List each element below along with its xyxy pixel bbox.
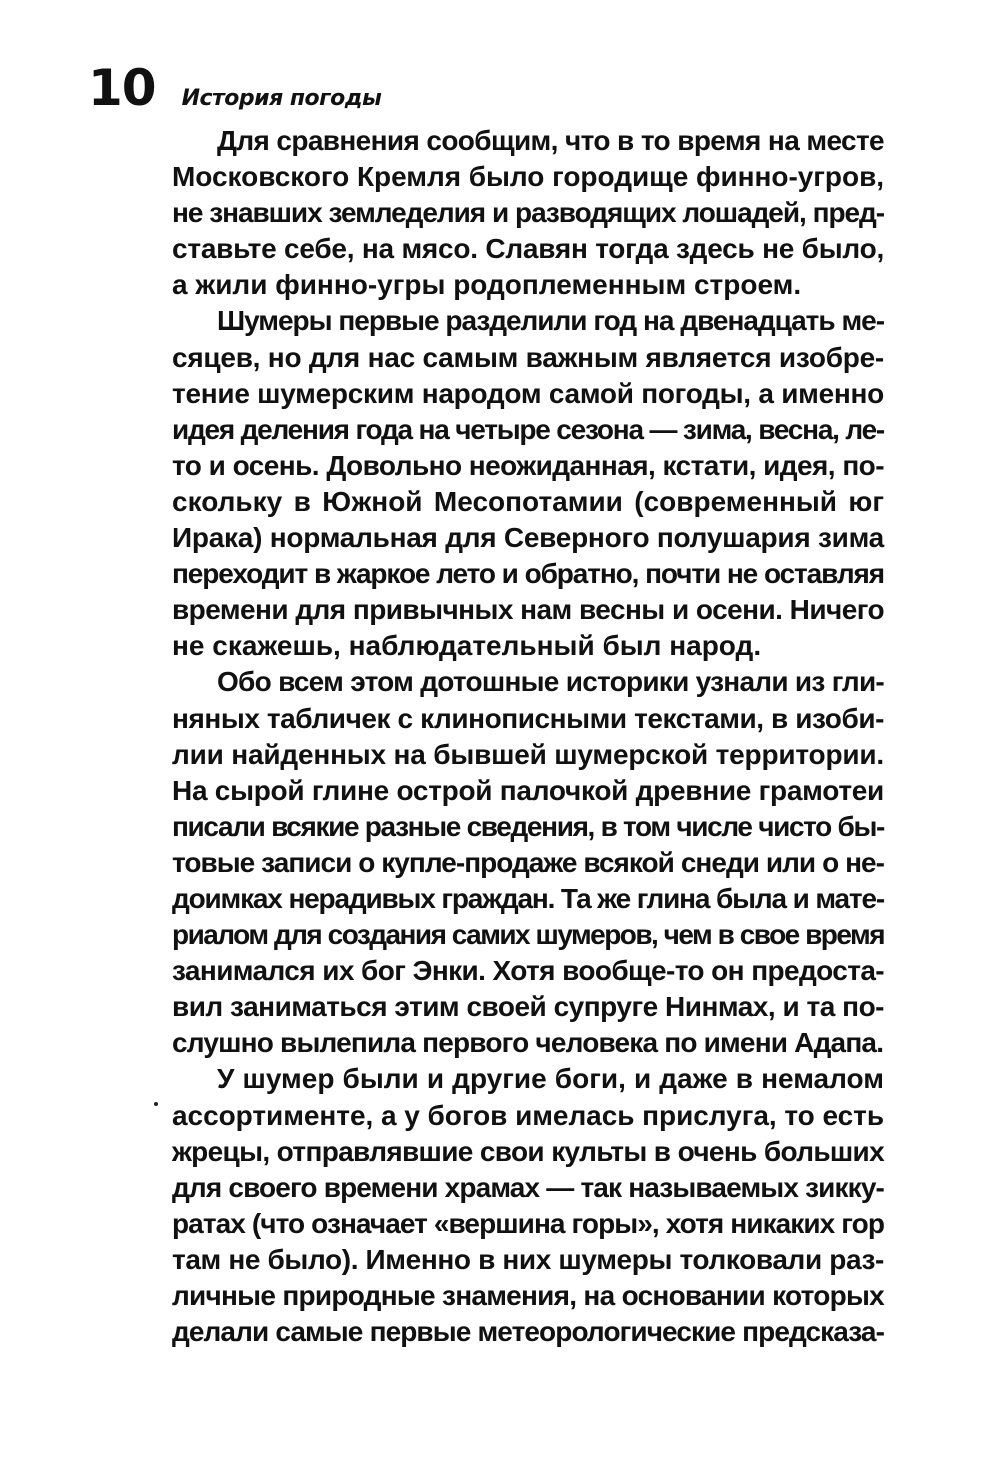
- page-number: 10: [88, 59, 156, 117]
- text-line: ассортименте, а у богов имелась прислуга, то есть: [172, 1099, 884, 1131]
- text-line: идея деления года на четыре сезона — зима, весна, ле-: [172, 413, 884, 445]
- paragraph-3: [172, 664, 884, 1061]
- paragraph-2: [172, 303, 884, 664]
- text-line: ратах (что означает «вершина горы», хотя никаких гор: [172, 1207, 884, 1239]
- text-line: скольку в Южной Месопотамии (современный юг: [172, 485, 884, 517]
- text-line: занимался их бог Энки. Хотя вообще-то он предоста-: [172, 955, 884, 987]
- text-line: няных табличек с клинописными текстами, в изоби-: [172, 702, 884, 734]
- text-line: Обо всем этом дотошные историки узнали из гли-: [217, 666, 884, 698]
- text-line: лии найденных на бывшей шумерской территории.: [172, 738, 884, 770]
- body-text: [172, 123, 884, 1350]
- paragraph-1: [172, 123, 884, 303]
- text-line: тение шумерским народом самой погоды, а именно: [172, 377, 884, 409]
- text-line: то и осень. Довольно неожиданная, кстати, идея, по-: [172, 449, 884, 481]
- text-line: личные природные знамения, на основании которых: [172, 1280, 884, 1311]
- text-line: доимках нерадивых граждан. Та же глина была и мате-: [172, 882, 884, 914]
- text-line: вил заниматься этим своей супруге Нинмах, и та по-: [172, 991, 884, 1023]
- text-line: времени для привычных нам весны и осени. Ничего: [172, 594, 884, 626]
- paragraph-4: [172, 1061, 884, 1350]
- text-line: делали самые первые метеорологические предсказа-: [172, 1316, 884, 1348]
- text-line: товые записи о купле-продаже всякой снеди или о не-: [172, 846, 884, 878]
- page-header: [88, 58, 381, 118]
- text-line: ставьте себе, на мясо. Славян тогда здесь не было,: [172, 233, 884, 265]
- text-line: Шумеры первые разделили год на двенадцать ме-: [217, 305, 884, 337]
- text-line: У шумер были и другие боги, и даже в немалом: [217, 1063, 884, 1095]
- text-line: для своего времени храмах — так называемых зикку-: [172, 1171, 884, 1203]
- text-line: там не было). Именно в них шумеры толковали раз-: [172, 1243, 884, 1275]
- text-line: а жили финно-угры родоплеменным строем.: [172, 269, 802, 301]
- text-line: сяцев, но для нас самым важным является изобре-: [172, 341, 884, 373]
- text-line: На сырой глине острой палочкой древние грамотеи: [172, 774, 884, 806]
- running-head: История погоды: [181, 86, 382, 111]
- text-line: Для сравнения сообщим, что в то время на месте: [217, 125, 884, 156]
- text-line: Ирака) нормальная для Северного полушария зима: [172, 522, 884, 554]
- margin-mark: [154, 1102, 158, 1106]
- text-line: не скажешь, наблюдательный был народ.: [172, 630, 762, 662]
- text-line: жрецы, отправлявшие свои культы в очень больших: [172, 1135, 884, 1167]
- text-line: не знавших земледелия и разводящих лошадей, пред-: [172, 197, 884, 229]
- text-line: риалом для создания самих шумеров, чем в свое время: [172, 919, 884, 951]
- text-line: переходит в жаркое лето и обратно, почти не оставляя: [172, 558, 884, 590]
- text-line: слушно вылепила первого человека по имени Адапа.: [172, 1027, 884, 1059]
- text-line: писали всякие разные сведения, в том числе чисто бы-: [172, 810, 884, 842]
- text-line: Московского Кремля было городище финно-угров,: [172, 161, 884, 193]
